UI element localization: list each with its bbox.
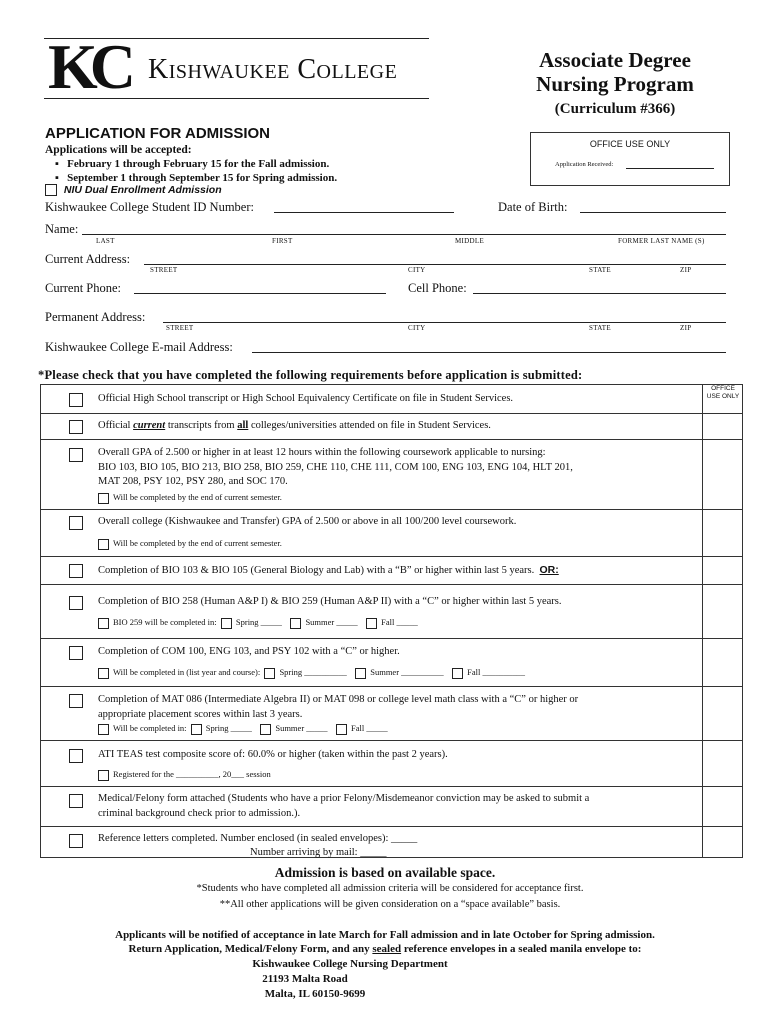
references-by-mail: Number arriving by mail: _____ — [250, 847, 387, 858]
page-title: APPLICATION FOR ADMISSION — [45, 125, 270, 142]
email-field[interactable] — [252, 352, 726, 353]
fall-checkbox[interactable] — [366, 618, 377, 629]
will-complete-label: Will be completed by the end of current semester. — [113, 492, 282, 502]
address-line-street: 21193 Malta Road — [262, 973, 348, 985]
registered-checkbox[interactable] — [98, 770, 109, 781]
fall-checkbox[interactable] — [452, 668, 463, 679]
requirement-com-eng-psy: Completion of COM 100, ENG 103, and PSY 102 with a “C” or higher. — [98, 646, 400, 657]
permanent-address-label: Permanent Address: — [45, 310, 146, 324]
student-id-label: Kishwaukee College Student ID Number: — [45, 200, 254, 214]
requirement-checkbox[interactable] — [69, 749, 83, 763]
college-logo — [44, 31, 429, 102]
current-phone-field[interactable] — [134, 293, 386, 294]
requirement-checkbox[interactable] — [69, 794, 83, 808]
summer-checkbox[interactable] — [355, 668, 366, 679]
cell-phone-label: Cell Phone: — [408, 281, 467, 295]
name-part-former: FORMER LAST NAME (S) — [618, 237, 705, 245]
address-state: STATE — [589, 266, 611, 274]
footer-note-1: *Students who have completed all admission criteria will be considered for acceptance first. — [196, 883, 584, 894]
requirement-checkbox[interactable] — [69, 420, 83, 434]
address-line-city: Malta, IL 60150-9699 — [264, 988, 366, 1000]
name-part-last: LAST — [96, 237, 115, 245]
niu-label: NIU Dual Enrollment Admission — [63, 184, 222, 196]
footer-note-2: **All other applications will be given consideration on a “space available” basis. — [219, 899, 561, 910]
email-label: Kishwaukee College E-mail Address: — [45, 340, 233, 354]
dob-field[interactable] — [580, 212, 726, 213]
requirement-checkbox[interactable] — [69, 448, 83, 462]
fall-term-label: Fall _____ — [351, 723, 388, 733]
summer-checkbox[interactable] — [260, 724, 271, 735]
name-label: Name: — [45, 222, 79, 236]
accepted-item: ▪ February 1 through February 15 for the Fall admission. — [55, 158, 330, 170]
accepted-heading: Applications will be accepted: — [45, 144, 192, 156]
requirement-checkbox[interactable] — [69, 564, 83, 578]
address-zip: ZIP — [680, 324, 692, 332]
niu-checkbox[interactable] — [45, 184, 57, 196]
will-complete-label: Will be completed in: — [113, 723, 187, 733]
application-received-label: Application Received: — [555, 161, 614, 168]
address-state: STATE — [589, 324, 611, 332]
requirement-checkbox[interactable] — [69, 393, 83, 407]
name-field[interactable] — [82, 234, 726, 235]
requirement-college-transcripts: Official current transcripts from all colleges/universities attended on file in Student Services. — [98, 420, 491, 431]
will-complete-checkbox[interactable] — [98, 493, 109, 504]
office-use-title: OFFICE USE ONLY — [589, 139, 671, 149]
dob-label: Date of Birth: — [498, 200, 568, 214]
program-title-line1: Associate Degree — [539, 48, 691, 72]
office-use-box — [530, 132, 730, 186]
requirement-checkbox[interactable] — [69, 834, 83, 848]
notification-notice: Applicants will be notified of acceptance in late March for Fall admission and in late October for Spring admission. — [115, 929, 655, 941]
will-complete-label: Will be completed by the end of current semester. — [113, 538, 282, 548]
requirement-medical-felony: Medical/Felony form attached (Students who have a prior Felony/Misdemeanor conviction may be asked to submit a criminal background check prior to admission.). — [98, 793, 590, 819]
return-instructions: Return Application, Medical/Felony Form, and any sealed reference envelopes in a sealed manila envelope to: — [128, 943, 642, 955]
spring-checkbox[interactable] — [264, 668, 275, 679]
will-complete-label: Will be completed in (list year and course): — [113, 667, 261, 677]
requirement-checkbox[interactable] — [69, 694, 83, 708]
will-complete-checkbox[interactable] — [98, 724, 109, 735]
address-line-department: Kishwaukee College Nursing Department — [252, 958, 448, 970]
fall-checkbox[interactable] — [336, 724, 347, 735]
logo-college-name: Kishwaukee College — [148, 54, 398, 85]
summer-term-label: Summer _____ — [275, 723, 328, 733]
requirement-checkbox[interactable] — [69, 596, 83, 610]
address-zip: ZIP — [680, 266, 692, 274]
spring-term-label: Spring __________ — [279, 667, 347, 677]
requirement-reference-letters: Reference letters completed. Number enclosed (in sealed envelopes): _____ — [98, 833, 418, 844]
spring-checkbox[interactable] — [221, 618, 232, 629]
requirement-checkbox[interactable] — [69, 516, 83, 530]
spring-checkbox[interactable] — [191, 724, 202, 735]
fall-term-label: Fall __________ — [467, 667, 526, 677]
requirements-heading: *Please check that you have completed the following requirements before application is submitted: — [38, 368, 583, 382]
summer-term-label: Summer __________ — [370, 667, 444, 677]
current-address-field[interactable] — [144, 264, 726, 265]
current-address-label: Current Address: — [45, 252, 131, 266]
requirement-bio-103-105: Completion of BIO 103 & BIO 105 (General Biology and Lab) with a “B” or higher within last 5 years. OR: — [98, 564, 559, 576]
will-complete-checkbox[interactable] — [98, 668, 109, 679]
name-part-first: FIRST — [272, 237, 293, 245]
name-part-middle: MIDDLE — [455, 237, 485, 245]
requirement-ati-teas: ATI TEAS test composite score of: 60.0% or higher (taken within the past 2 years). — [98, 749, 448, 760]
will-complete-checkbox[interactable] — [98, 539, 109, 550]
logo-monogram: KC — [48, 31, 128, 102]
requirement-math: Completion of MAT 086 (Intermediate Algebra II) or MAT 098 or college level math class with a “C” or higher or appropriate placement scores within last 3 years. — [98, 694, 579, 720]
permanent-address-field[interactable] — [163, 322, 726, 323]
requirement-checkbox[interactable] — [69, 646, 83, 660]
office-use-column-header: OFFICE USE ONLY — [706, 385, 740, 400]
spring-term-label: Spring _____ — [205, 723, 252, 733]
requirement-bio-258-259: Completion of BIO 258 (Human A&P I) & BIO 259 (Human A&P II) with a “C” or higher within last 5 years. — [98, 596, 562, 607]
available-space-notice: Admission is based on available space. — [274, 865, 496, 880]
summer-term-label: Summer _____ — [305, 617, 358, 627]
requirement-hs-transcript: Official High School transcript or High School Equivalency Certificate on file in Student Services. — [98, 393, 514, 404]
address-city: CITY — [408, 324, 426, 332]
will-complete-label: BIO 259 will be completed in: — [113, 617, 217, 627]
requirement-gpa-nursing: Overall GPA of 2.500 or higher in at least 12 hours within the following coursework applicable to nursing: BIO 103, BIO 105, BIO 213, BIO 258, BIO 259, CHE 110, CHE 111, COM 100, ENG 103, ENG 104, HLT 201, MAT 208, PSY 102, PSY 280, and SOC 170. — [98, 447, 573, 488]
fall-term-label: Fall _____ — [381, 617, 418, 627]
summer-checkbox[interactable] — [290, 618, 301, 629]
address-street: STREET — [150, 266, 178, 274]
spring-term-label: Spring _____ — [235, 617, 282, 627]
requirement-overall-gpa: Overall college (Kishwaukee and Transfer) GPA of 2.500 or above in all 100/200 level coursework. — [98, 516, 517, 527]
curriculum-number: (Curriculum #366) — [554, 101, 676, 117]
current-phone-label: Current Phone: — [45, 281, 122, 295]
program-title-line2: Nursing Program — [536, 72, 694, 96]
address-city: CITY — [408, 266, 426, 274]
address-street: STREET — [166, 324, 194, 332]
registered-session-label: Registered for the __________, 20___ session — [113, 769, 271, 779]
student-id-field[interactable] — [274, 212, 454, 213]
cell-phone-field[interactable] — [473, 293, 726, 294]
will-complete-checkbox[interactable] — [98, 618, 109, 629]
accepted-item: ▪ September 1 through September 15 for Spring admission. — [55, 172, 338, 184]
